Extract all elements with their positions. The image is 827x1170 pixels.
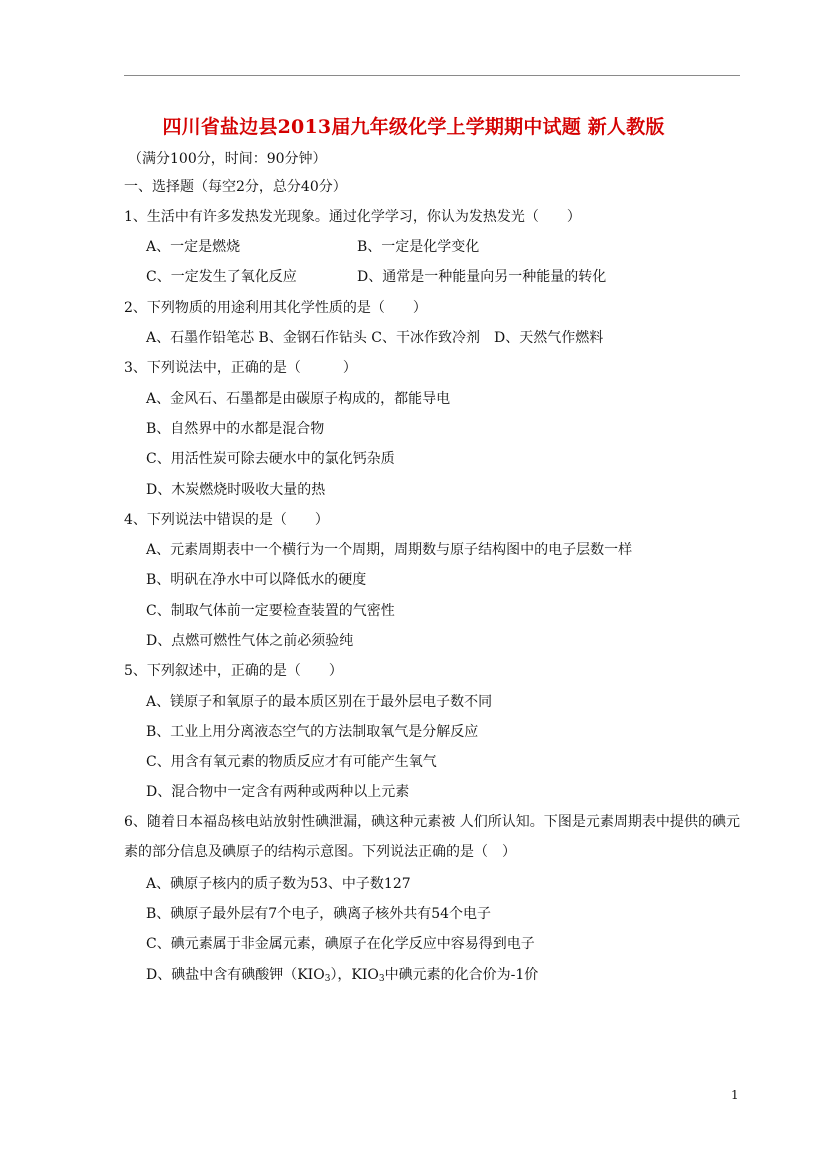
question-1-option-a: A、一定是燃烧 (146, 239, 241, 255)
question-6-option-b: B、碘原子最外层有7个电子，碘离子核外共有54个电子 (146, 906, 492, 922)
question-4-option-a: A、元素周期表中一个横行为一个周期，周期数与原子结构图中的电子层数一样 (146, 542, 633, 558)
header-rule (124, 75, 740, 76)
question-5-stem: 5、下列叙述中，正确的是（ ） (124, 663, 343, 679)
exam-info: （满分100分，时间：90分钟） (128, 151, 327, 167)
question-6-option-d-prefix: D、碘盐中含有碘酸钾（KIO (146, 967, 325, 983)
subscript-3: 3 (324, 974, 331, 984)
question-1-stem: 1、生活中有许多发热发光现象。通过化学学习，你认为发热发光（ ） (124, 209, 581, 225)
question-4-option-d: D、点燃可燃性气体之前必须验纯 (146, 633, 354, 649)
subscript-3: 3 (378, 974, 385, 984)
question-6-option-c: C、碘元素属于非金属元素，碘原子在化学反应中容易得到电子 (146, 936, 535, 952)
question-3-option-b: B、自然界中的水都是混合物 (146, 421, 325, 437)
question-4-option-c: C、制取气体前一定要检查装置的气密性 (146, 603, 395, 619)
page-number: 1 (731, 1088, 739, 1102)
question-5-option-b: B、工业上用分离液态空气的方法制取氧气是分解反应 (146, 724, 479, 740)
question-6-option-d-suffix: 中碘元素的化合价为-1价 (384, 967, 539, 983)
question-2-stem: 2、下列物质的用途利用其化学性质的是（ ） (124, 300, 427, 316)
question-3-stem: 3、下列说法中，正确的是（ ） (124, 360, 357, 376)
question-1-option-c: C、一定发生了氧化反应 (146, 269, 297, 285)
section-heading: 一、选择题（每空2分，总分40分） (124, 179, 347, 195)
question-6-option-a: A、碘原子核内的质子数为53、中子数127 (146, 876, 411, 892)
question-6-option-d-middle: ），KIO (330, 967, 379, 983)
question-4-stem: 4、下列说法中错误的是（ ） (124, 512, 329, 528)
question-3-option-d: D、木炭燃烧时吸收大量的热 (146, 482, 326, 498)
page-title: 四川省盐边县2013届九年级化学上学期期中试题 新人教版 (162, 116, 665, 138)
question-3-option-c: C、用活性炭可除去硬水中的氯化钙杂质 (146, 451, 395, 467)
question-6-stem: 6、随着日本福岛核电站放射性碘泄漏，碘这种元素被 人们所认知。下图是元素周期表中提供的碘元素的部分信息及碘原子的结构示意图。下列说法正确的是（ ） (124, 814, 740, 860)
question-4-option-b: B、明矾在净水中可以降低水的硬度 (146, 572, 367, 588)
question-5-option-c: C、用含有氧元素的物质反应才有可能产生氧气 (146, 754, 437, 770)
question-5-option-d: D、混合物中一定含有两种或两种以上元素 (146, 784, 410, 800)
question-6-option-d (146, 966, 538, 988)
question-2-options: A、石墨作铅笔芯 B、金钢石作钻头 C、干冰作致冷剂 D、天然气作燃料 (146, 330, 604, 346)
question-1-option-b: B、一定是化学变化 (357, 239, 480, 255)
question-3-option-a: A、金风石、石墨都是由碳原子构成的，都能导电 (146, 391, 451, 407)
question-5-option-a: A、镁原子和氧原子的最本质区别在于最外层电子数不同 (146, 694, 493, 710)
question-1-option-d: D、通常是一种能量向另一种能量的转化 (357, 269, 607, 285)
